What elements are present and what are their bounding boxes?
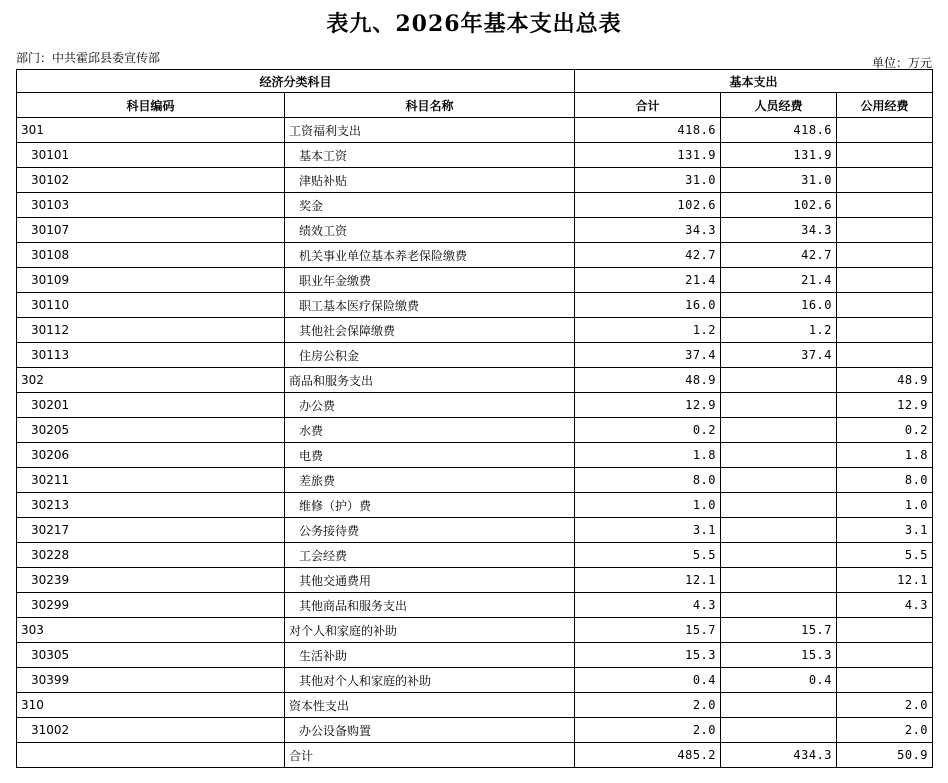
cell-name: 商品和服务支出 [285, 368, 575, 393]
header-row-columns [17, 93, 933, 118]
cell-code: 30211 [17, 468, 285, 493]
cell-personnel: 31.0 [721, 168, 837, 193]
cell-total: 12.9 [575, 393, 721, 418]
cell-name: 资本性支出 [285, 693, 575, 718]
table-row [17, 268, 933, 293]
cell-code: 30213 [17, 493, 285, 518]
cell-personnel [721, 593, 837, 618]
cell-total: 37.4 [575, 343, 721, 368]
cell-total: 2.0 [575, 693, 721, 718]
cell-name: 差旅费 [285, 468, 575, 493]
cell-public: 48.9 [837, 368, 933, 393]
table-row [17, 368, 933, 393]
table-row [17, 293, 933, 318]
cell-personnel: 0.4 [721, 668, 837, 693]
cell-personnel [721, 518, 837, 543]
cell-total: 1.8 [575, 443, 721, 468]
cell-code: 30206 [17, 443, 285, 468]
cell-public [837, 643, 933, 668]
cell-public: 2.0 [837, 693, 933, 718]
cell-code: 30110 [17, 293, 285, 318]
table-row [17, 618, 933, 643]
header-basic-expenditure: 基本支出 [575, 70, 933, 93]
table-row [17, 643, 933, 668]
table-body [17, 118, 933, 768]
cell-code: 30112 [17, 318, 285, 343]
cell-personnel [721, 393, 837, 418]
cell-personnel [721, 693, 837, 718]
table-row [17, 693, 933, 718]
summary-public: 50.9 [837, 743, 933, 768]
summary-label: 合计 [285, 743, 575, 768]
basic-expenditure-table [16, 69, 933, 768]
table-row [17, 468, 933, 493]
cell-name: 对个人和家庭的补助 [285, 618, 575, 643]
cell-name: 住房公积金 [285, 343, 575, 368]
cell-total: 0.2 [575, 418, 721, 443]
cell-name: 职业年金缴费 [285, 268, 575, 293]
cell-public: 1.8 [837, 443, 933, 468]
cell-name: 其他对个人和家庭的补助 [285, 668, 575, 693]
cell-name: 奖金 [285, 193, 575, 218]
cell-total: 12.1 [575, 568, 721, 593]
cell-public [837, 293, 933, 318]
cell-name: 职工基本医疗保险缴费 [285, 293, 575, 318]
cell-code: 303 [17, 618, 285, 643]
cell-personnel [721, 718, 837, 743]
cell-name: 生活补助 [285, 643, 575, 668]
table-row [17, 243, 933, 268]
table-row [17, 143, 933, 168]
cell-total: 48.9 [575, 368, 721, 393]
cell-name: 其他商品和服务支出 [285, 593, 575, 618]
cell-personnel: 34.3 [721, 218, 837, 243]
cell-public [837, 218, 933, 243]
table-row [17, 718, 933, 743]
cell-personnel: 131.9 [721, 143, 837, 168]
cell-code: 30399 [17, 668, 285, 693]
cell-total: 15.3 [575, 643, 721, 668]
cell-total: 3.1 [575, 518, 721, 543]
cell-total: 418.6 [575, 118, 721, 143]
table-row [17, 443, 933, 468]
header-public: 公用经费 [837, 93, 933, 118]
cell-personnel: 42.7 [721, 243, 837, 268]
summary-row [17, 743, 933, 768]
cell-public [837, 268, 933, 293]
table-row [17, 343, 933, 368]
cell-personnel: 418.6 [721, 118, 837, 143]
cell-total: 1.0 [575, 493, 721, 518]
cell-public: 2.0 [837, 718, 933, 743]
cell-code: 30228 [17, 543, 285, 568]
cell-personnel [721, 543, 837, 568]
header-economic-classification: 经济分类科目 [17, 70, 575, 93]
table-row [17, 193, 933, 218]
cell-total: 4.3 [575, 593, 721, 618]
cell-personnel [721, 568, 837, 593]
cell-name: 办公设备购置 [285, 718, 575, 743]
cell-total: 5.5 [575, 543, 721, 568]
table-row [17, 493, 933, 518]
cell-code: 310 [17, 693, 285, 718]
header-code: 科目编码 [17, 93, 285, 118]
cell-code: 30101 [17, 143, 285, 168]
cell-public [837, 668, 933, 693]
header-name: 科目名称 [285, 93, 575, 118]
cell-personnel: 102.6 [721, 193, 837, 218]
cell-code: 301 [17, 118, 285, 143]
table-row [17, 668, 933, 693]
cell-personnel [721, 368, 837, 393]
cell-personnel [721, 418, 837, 443]
cell-name: 电费 [285, 443, 575, 468]
cell-public: 3.1 [837, 518, 933, 543]
cell-name: 其他社会保障缴费 [285, 318, 575, 343]
cell-name: 水费 [285, 418, 575, 443]
cell-public: 5.5 [837, 543, 933, 568]
cell-name: 其他交通费用 [285, 568, 575, 593]
cell-name: 工资福利支出 [285, 118, 575, 143]
cell-public [837, 118, 933, 143]
cell-public [837, 193, 933, 218]
cell-name: 机关事业单位基本养老保险缴费 [285, 243, 575, 268]
cell-public [837, 168, 933, 193]
cell-total: 42.7 [575, 243, 721, 268]
cell-code: 30299 [17, 593, 285, 618]
cell-code [17, 743, 285, 768]
department-label: 部门：中共霍邱县委宣传部 [16, 51, 161, 65]
cell-code: 30103 [17, 193, 285, 218]
cell-total: 131.9 [575, 143, 721, 168]
cell-total: 8.0 [575, 468, 721, 493]
cell-personnel [721, 443, 837, 468]
cell-public: 1.0 [837, 493, 933, 518]
cell-personnel: 21.4 [721, 268, 837, 293]
cell-total: 34.3 [575, 218, 721, 243]
cell-public [837, 243, 933, 268]
cell-code: 30108 [17, 243, 285, 268]
table-row [17, 568, 933, 593]
cell-total: 0.4 [575, 668, 721, 693]
cell-personnel: 15.7 [721, 618, 837, 643]
cell-personnel [721, 493, 837, 518]
cell-total: 16.0 [575, 293, 721, 318]
cell-code: 302 [17, 368, 285, 393]
table-row [17, 318, 933, 343]
unit-label: 单位：万元 [871, 56, 932, 70]
cell-name: 津贴补贴 [285, 168, 575, 193]
table-row [17, 518, 933, 543]
cell-public [837, 318, 933, 343]
cell-public [837, 618, 933, 643]
table-row [17, 418, 933, 443]
cell-code: 31002 [17, 718, 285, 743]
cell-public: 4.3 [837, 593, 933, 618]
cell-code: 30102 [17, 168, 285, 193]
header-total: 合计 [575, 93, 721, 118]
cell-name: 办公费 [285, 393, 575, 418]
cell-personnel [721, 468, 837, 493]
cell-name: 工会经费 [285, 543, 575, 568]
cell-public: 0.2 [837, 418, 933, 443]
cell-personnel: 15.3 [721, 643, 837, 668]
header-row-group [17, 70, 933, 93]
cell-total: 2.0 [575, 718, 721, 743]
cell-public [837, 343, 933, 368]
cell-total: 31.0 [575, 168, 721, 193]
cell-code: 30201 [17, 393, 285, 418]
cell-code: 30107 [17, 218, 285, 243]
cell-code: 30205 [17, 418, 285, 443]
cell-code: 30109 [17, 268, 285, 293]
table-row [17, 393, 933, 418]
cell-public: 12.9 [837, 393, 933, 418]
cell-total: 15.7 [575, 618, 721, 643]
page-title: 表九、2026年基本支出总表 [326, 11, 622, 37]
cell-personnel: 37.4 [721, 343, 837, 368]
cell-code: 30113 [17, 343, 285, 368]
cell-name: 公务接待费 [285, 518, 575, 543]
cell-public [837, 143, 933, 168]
summary-personnel: 434.3 [721, 743, 837, 768]
table-row [17, 593, 933, 618]
cell-code: 30217 [17, 518, 285, 543]
cell-name: 基本工资 [285, 143, 575, 168]
cell-public: 8.0 [837, 468, 933, 493]
cell-total: 102.6 [575, 193, 721, 218]
table-row [17, 218, 933, 243]
cell-name: 维修（护）费 [285, 493, 575, 518]
header-personnel: 人员经费 [721, 93, 837, 118]
cell-code: 30305 [17, 643, 285, 668]
cell-name: 绩效工资 [285, 218, 575, 243]
cell-total: 21.4 [575, 268, 721, 293]
cell-personnel: 1.2 [721, 318, 837, 343]
cell-personnel: 16.0 [721, 293, 837, 318]
cell-public: 12.1 [837, 568, 933, 593]
table-row [17, 543, 933, 568]
table-row [17, 118, 933, 143]
cell-code: 30239 [17, 568, 285, 593]
cell-total: 1.2 [575, 318, 721, 343]
summary-total: 485.2 [575, 743, 721, 768]
table-row [17, 168, 933, 193]
